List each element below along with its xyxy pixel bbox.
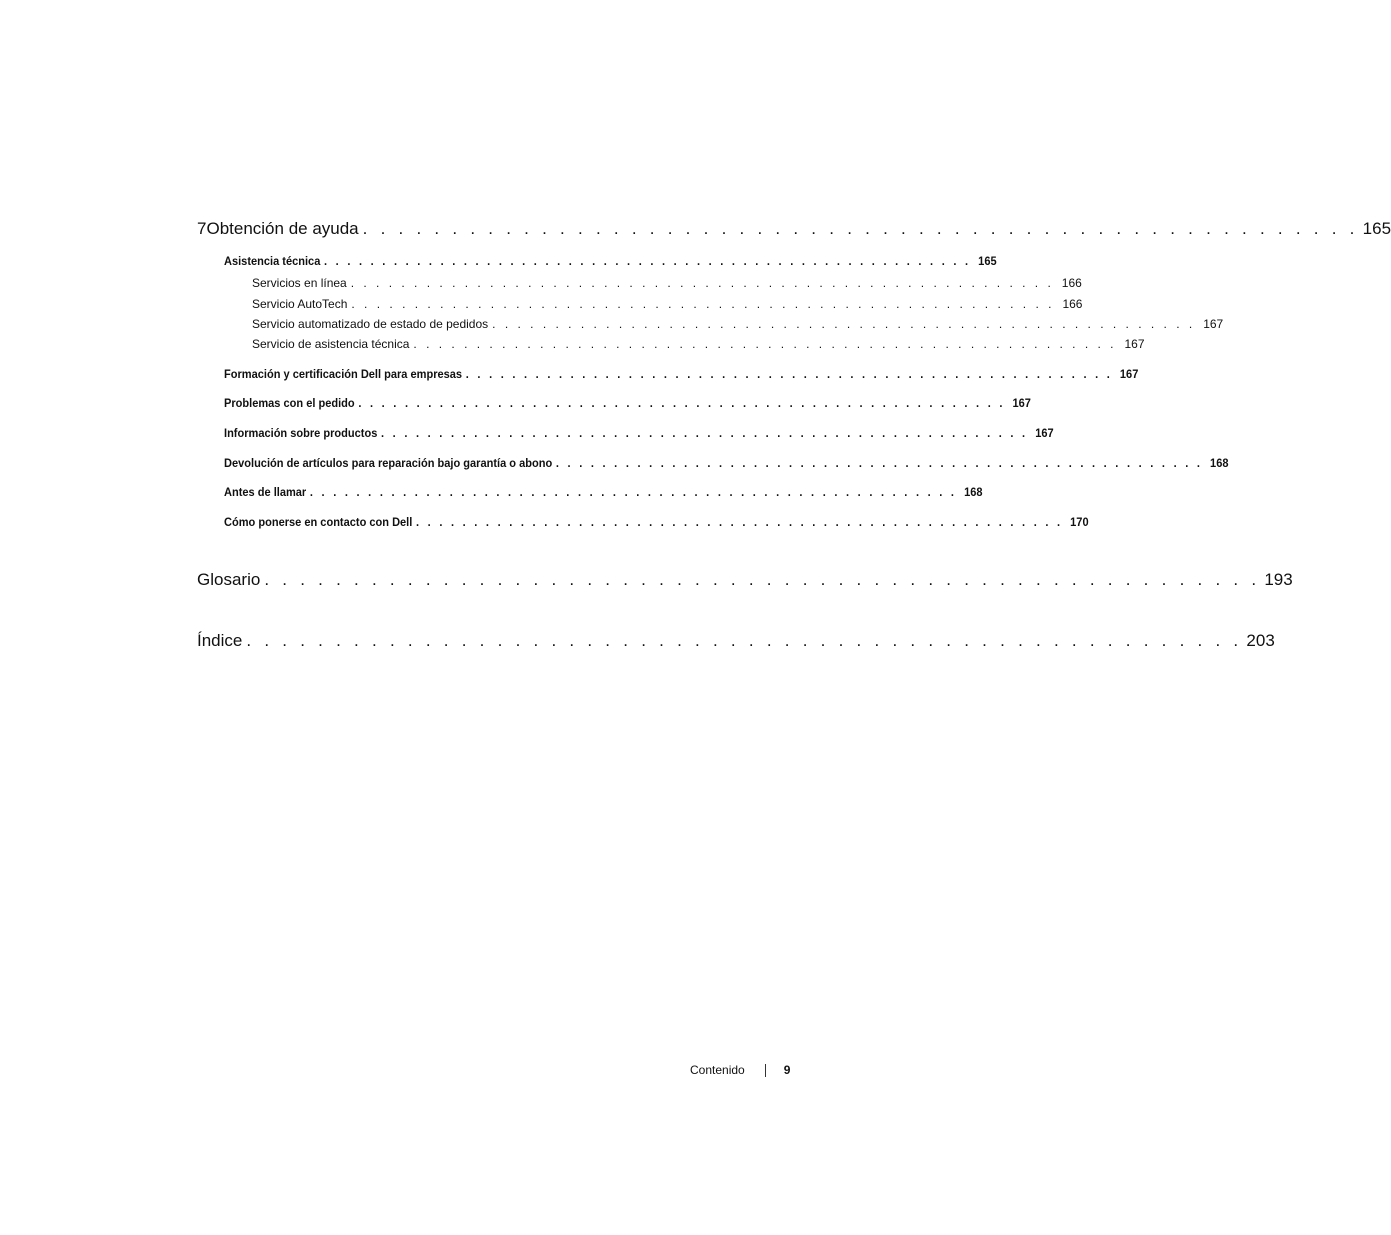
toc-subsection-asistencia-tecnica[interactable] xyxy=(252,337,1145,351)
dot-leader: . . . . . . . . . . . . . . . . . . . . . . . . . . . . . . . . . . . . . . . . . . . . . . . . . . . . . . . . xyxy=(465,367,1113,381)
section-title: Asistencia técnica xyxy=(224,254,321,268)
toc-subsection-estado-pedidos[interactable] xyxy=(252,317,1224,331)
toc-index[interactable] xyxy=(197,631,1275,651)
section-title: Información sobre productos xyxy=(224,426,378,440)
section-title: Cómo ponerse en contacto con Dell xyxy=(224,515,413,529)
subsection-page: 166 xyxy=(1061,276,1082,290)
toc-chapter-7[interactable] xyxy=(197,219,1391,239)
dot-leader: . . . . . . . . . . . . . . . . . . . . . . . . . . . . . . . . . . . . . . . . . . . . . . . . . . . . . . . . xyxy=(381,426,1028,440)
section-page: 165 xyxy=(978,254,997,268)
toc-subsection-servicios-en-linea[interactable] xyxy=(252,276,1082,290)
footer-label: Contenido xyxy=(690,1063,745,1077)
chapter-page: 165 xyxy=(1362,219,1391,238)
toc-subsection-servicio-autotech[interactable] xyxy=(252,297,1083,311)
toc-section-asistencia-tecnica[interactable] xyxy=(224,254,997,268)
subsection-title: Servicio AutoTech xyxy=(252,297,348,311)
dot-leader: . . . . . . . . . . . . . . . . . . . . . . . . . . . . . . . . . . . . . . . . . . . . . . . . . . . . . . . . xyxy=(416,515,1063,529)
subsection-page: 167 xyxy=(1124,337,1145,351)
dot-leader: . . . . . . . . . . . . . . . . . . . . . . . . . . . . . . . . . . . . . . . . . . . . . . . . . . . . . . . . xyxy=(324,254,971,268)
page-footer xyxy=(690,1063,808,1077)
chapter-title: Obtención de ayuda xyxy=(206,219,359,238)
index-title: Índice xyxy=(197,631,243,650)
footer-page-number: 9 xyxy=(783,1063,791,1077)
toc-section-formacion-certificacion[interactable] xyxy=(224,367,1139,381)
section-title: Problemas con el pedido xyxy=(224,396,355,410)
toc-section-devolucion-articulos[interactable] xyxy=(224,456,1229,470)
dot-leader: . . . . . . . . . . . . . . . . . . . . . . . . . . . . . . . . . . . . . . . . . . . . . . . . . . . . . . . . xyxy=(246,631,1243,650)
dot-leader: . . . . . . . . . . . . . . . . . . . . . . . . . . . . . . . . . . . . . . . . . . . . . . . . . . . . . . . . xyxy=(492,317,1196,331)
glossary-page: 193 xyxy=(1264,570,1293,589)
glossary-title: Glosario xyxy=(197,570,261,589)
dot-leader: . . . . . . . . . . . . . . . . . . . . . . . . . . . . . . . . . . . . . . . . . . . . . . . . . . . . . . . . xyxy=(264,570,1261,589)
section-title: Antes de llamar xyxy=(224,485,307,499)
index-page: 203 xyxy=(1246,631,1275,650)
subsection-title: Servicio automatizado de estado de pedidos xyxy=(252,317,489,331)
section-title: Devolución de artículos para reparación bajo garantía o abono xyxy=(224,456,553,470)
section-page: 167 xyxy=(1012,396,1031,410)
subsection-title: Servicio de asistencia técnica xyxy=(252,337,410,351)
section-page: 168 xyxy=(1210,456,1229,470)
footer-separator xyxy=(765,1064,766,1077)
subsection-page: 166 xyxy=(1062,297,1083,311)
toc-section-antes-de-llamar[interactable] xyxy=(224,485,983,499)
dot-leader: . . . . . . . . . . . . . . . . . . . . . . . . . . . . . . . . . . . . . . . . . . . . . . . . . . . . . . . . xyxy=(413,337,1117,351)
section-page: 167 xyxy=(1119,367,1139,381)
chapter-number: 7 xyxy=(197,219,207,238)
dot-leader: . . . . . . . . . . . . . . . . . . . . . . . . . . . . . . . . . . . . . . . . . . . . . . . . . . . . . . . . xyxy=(358,396,1006,410)
toc-glossary[interactable] xyxy=(197,570,1293,590)
subsection-page: 167 xyxy=(1203,317,1224,331)
toc-section-problemas-pedido[interactable] xyxy=(224,396,1031,410)
section-page: 170 xyxy=(1070,515,1089,529)
section-page: 168 xyxy=(964,485,983,499)
dot-leader: . . . . . . . . . . . . . . . . . . . . . . . . . . . . . . . . . . . . . . . . . . . . . . . . . . . . . . . . xyxy=(350,276,1054,290)
dot-leader: . . . . . . . . . . . . . . . . . . . . . . . . . . . . . . . . . . . . . . . . . . . . . . . . . . . . . . . . xyxy=(309,485,957,499)
toc-section-informacion-productos[interactable] xyxy=(224,426,1054,440)
subsection-title: Servicios en línea xyxy=(252,276,347,290)
dot-leader: . . . . . . . . . . . . . . . . . . . . . . . . . . . . . . . . . . . . . . . . . . . . . . . . . . . . . . . . xyxy=(555,456,1203,470)
section-page: 167 xyxy=(1035,426,1054,440)
dot-leader: . . . . . . . . . . . . . . . . . . . . . . . . . . . . . . . . . . . . . . . . . . . . . . . . . . . . . . . . xyxy=(362,219,1359,238)
dot-leader: . . . . . . . . . . . . . . . . . . . . . . . . . . . . . . . . . . . . . . . . . . . . . . . . . . . . . . . . xyxy=(351,297,1055,311)
section-title: Formación y certificación Dell para empresas xyxy=(224,367,463,381)
toc-section-contacto-dell[interactable] xyxy=(224,515,1089,529)
